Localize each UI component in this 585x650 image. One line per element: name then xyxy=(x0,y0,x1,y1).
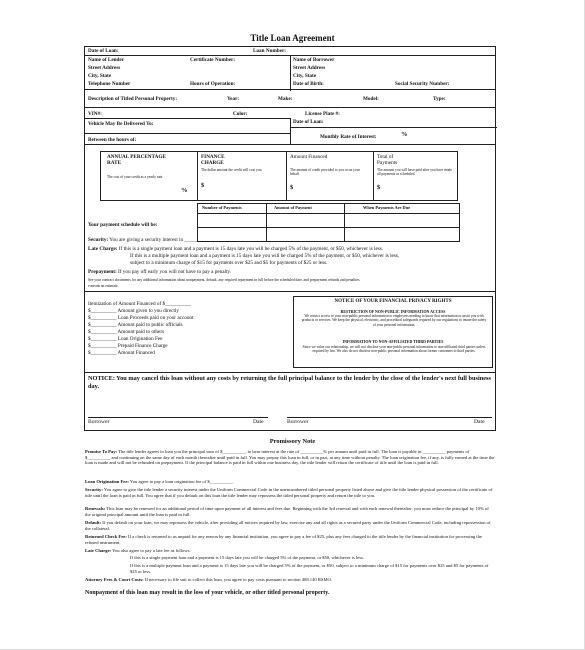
security-paragraph xyxy=(85,487,495,498)
amount-financed-title: Amount Financed xyxy=(290,154,328,160)
row-date-loan xyxy=(85,47,495,56)
promissory-security-text: You agree to give the title lender a security interest under the Uniform Commercial Code in the unencumbered titled personal property listed above and give the title lender physical possession of the certificate of title until the loan is paid in full. You agree that if you default on this loan the title lender may repossess the titled personal property and return the title to you. xyxy=(85,487,493,498)
contract-note: See your contract documents for any additional information about nonpayment, default, any required repayment in full before the scheduled date, and prepayment refunds and penalties. xyxy=(88,278,361,282)
vehicle-type-label[interactable]: Type: xyxy=(433,96,446,102)
late-charge-1: If this is a single payment loan and a payment is 15 days late you will be charged 5% of the payment, or $50, whichever is less. xyxy=(118,246,384,252)
lender-city-label[interactable]: City, State xyxy=(88,73,112,79)
promise-to-pay-paragraph xyxy=(85,449,495,466)
finance-charge-title: FINANCE CHARGE xyxy=(201,154,225,167)
telephone-label[interactable]: Telephone Number xyxy=(88,81,131,87)
date-label-1: Date xyxy=(253,419,264,425)
security-label: Security: xyxy=(88,237,109,243)
total-payments-description: The amount you will have paid after you have made all payments as scheduled. xyxy=(377,168,452,177)
header-bottom-line xyxy=(85,89,495,90)
payment-schedule-table xyxy=(197,203,460,242)
returned-check-text: If a check is returned to us unpaid for any reason by any financial institution, you agree to pay a fee of $25, plus any fees charged to the title lender by the financial institution for processing the refused instrument. xyxy=(85,534,482,545)
promissory-late-label: Late Charge: xyxy=(85,548,112,553)
schedule-row-line xyxy=(198,227,459,228)
promissory-late-a: If this is a single payment loan and a payment is 15 days late you will be charged 5% of the payment, or $50, whichever is less. xyxy=(130,555,365,560)
renewals-paragraph xyxy=(85,506,495,517)
promissory-late-paragraph xyxy=(85,548,495,554)
schedule-col-2 xyxy=(344,204,345,241)
amount-financed-dollar: $ xyxy=(290,184,294,191)
borrower-label-2: Borrower xyxy=(287,419,309,425)
col-number-of-payments: Number of Payments xyxy=(202,205,242,210)
vehicle-description-label[interactable]: Description of Titled Personal Property: xyxy=(88,96,178,102)
payment-schedule-label: Your payment schedule will be: xyxy=(88,222,158,228)
finance-charge-description: The dollar amount the credit will cost you. xyxy=(201,168,263,172)
between-hours-label[interactable]: Between the hours of: xyxy=(88,137,137,143)
itemization-line-2: $__________ Loan Proceeds paid on your account xyxy=(88,315,194,321)
vehicle-make-label[interactable]: Make: xyxy=(278,96,293,102)
returned-check-paragraph xyxy=(85,534,495,545)
date-of-birth-label[interactable]: Date of Birth: xyxy=(293,81,324,87)
itemization-line-3: $__________ Amount paid to public officials xyxy=(88,322,183,328)
borrower-city-label[interactable]: City, State xyxy=(293,73,317,79)
promissory-heading: Promissory Note xyxy=(269,438,316,445)
attorney-fees-paragraph xyxy=(85,577,495,583)
ssn-label[interactable]: Social Security Number: xyxy=(395,81,450,87)
vehicle-bottom-line xyxy=(85,144,495,145)
license-plate-label[interactable]: License Plate #: xyxy=(305,111,340,117)
loan-number-label[interactable]: Loan Number: xyxy=(253,48,286,54)
estimate-note: e means an estimate. xyxy=(88,284,119,288)
prepayment-line xyxy=(88,269,231,276)
tila-divider-3 xyxy=(373,152,374,200)
itemization-line-5: $__________ Loan Origination Fee xyxy=(88,336,163,342)
tila-box xyxy=(100,151,458,201)
itemization-heading: Itemization of Amount Financed of $__________ xyxy=(88,301,192,307)
privacy-sub-1: RESTRICTION OF NON-PUBLIC INFORMATION ACCESS xyxy=(340,310,446,314)
name-of-borrower-label[interactable]: Name of Borrower xyxy=(293,57,335,63)
security-line xyxy=(88,237,236,244)
origination-fee-paragraph xyxy=(85,479,495,485)
col-when-due: When Payments Are Due xyxy=(363,205,411,210)
vehicle-model-label[interactable]: Model: xyxy=(363,96,379,102)
vehicle-line-4 xyxy=(85,133,290,134)
col-amount-of-payment: Amount of Payment xyxy=(274,205,312,210)
hours-operation-label[interactable]: Hours of Operation: xyxy=(190,81,236,87)
prepayment-label: Prepayment: xyxy=(88,269,117,275)
security-text: You are giving a security interest in ____________________ xyxy=(109,237,237,243)
prepayment-text: If you pay off early you will not have to pay a penalty. xyxy=(118,269,231,275)
borrower-label-1: Borrower xyxy=(88,419,110,425)
tila-divider-2 xyxy=(286,152,287,200)
vehicle-divider xyxy=(290,118,291,144)
monthly-rate-percent: % xyxy=(401,131,408,138)
header-divider xyxy=(290,56,291,91)
document-title: Title Loan Agreement xyxy=(250,33,335,43)
notice-top-line xyxy=(85,372,495,373)
itemization-line-7: $__________ Amount Financed xyxy=(88,350,155,356)
origination-fee-text: You agree to pay a loan origination fee of $__________. xyxy=(129,479,234,484)
renewals-label: Renewals: xyxy=(85,506,106,511)
nonpayment-warning: Nonpayment of this loan may result in the loss of your vehicle, or other titled personal property. xyxy=(85,590,330,596)
vehicle-line-3 xyxy=(290,127,497,128)
origination-fee-label: Loan Origination Fee: xyxy=(85,479,129,484)
apr-description: The cost of your credit as a yearly rate. xyxy=(107,175,164,179)
privacy-notice-box xyxy=(293,296,493,368)
apr-title: ANNUAL PERCENTAGE RATE xyxy=(107,154,166,167)
certificate-number-label[interactable]: Certificate Number: xyxy=(190,57,236,63)
late-charge-line xyxy=(88,246,383,253)
privacy-text-2: Since we value our relationship, we will not disclose your non-public personal information to non-affiliated third parties unless required by law. We also do not disclose non-public personal information about former customers to third parties. xyxy=(302,345,486,354)
itemization-line-4: $__________ Amount paid to others xyxy=(88,329,165,335)
promise-to-pay-label: Promise To Pay: xyxy=(85,449,118,454)
late-charge-3: subject to a minimum charge of $15 for payments over $25 and $5 for payments of $25 or less. xyxy=(130,260,328,266)
vin-label[interactable]: VIN#: xyxy=(88,111,102,117)
late-charge-label: Late Charge: xyxy=(88,246,118,252)
cancellation-notice: NOTICE: You may cancel this loan without any costs by returning the full principal balance to the lender by the close of the lender's next full business day. xyxy=(88,375,491,391)
apr-percent: % xyxy=(181,187,188,194)
privacy-sub-2: INFORMATION TO NON-AFFILIATED THIRD PARTIES xyxy=(342,340,444,344)
terms-bottom-line xyxy=(85,291,495,292)
default-label: Default: xyxy=(85,520,102,525)
vehicle-year-label[interactable]: Year: xyxy=(227,96,240,102)
monthly-rate-label[interactable]: Monthly Rate of Interest: xyxy=(320,134,377,140)
promise-to-pay-text: The title lender agrees to loan you the principal sum of $__________, to bear interest at the rate of __________% per annum until paid in full. The loan is payable in __________ payments of $__________ and continuing on the same day of each month thereafter until paid in full. You may prepay this loan in full, or in part, at any time without penalty. The loan origination fee, if any, is fully earned at the time the loan is made and will not be refunded on prepayment. If the principal balance is paid in full within one business day, the title lender will return the certificate of title until the loan is paid in full. xyxy=(85,449,495,466)
color-label[interactable]: Color: xyxy=(233,111,248,117)
privacy-text-1: We restrict access to your non-public personal information to employees needing to know that information to assist you with products or services. We keep the physical, electronic, and procedural safeguards required by our regulations to insure the safety of your personal information. xyxy=(301,314,487,327)
late-charge-2: If this is a multiple payment loan and a payment is 15 days late you will be charged 5% of the payment, or $50, whichever is less, xyxy=(130,253,400,259)
default-text: If you default on your loan, we may repossess the vehicle, after providing all notices required by law, exercise any and all rights as a secured party under the Uniform Commercial Code, including repossession of the collateral. xyxy=(85,520,491,531)
borrower-signature-line-2[interactable] xyxy=(287,417,492,418)
finance-charge-dollar: $ xyxy=(201,182,205,189)
date-of-loan-label[interactable]: Date of Loan: xyxy=(88,48,119,54)
amount-financed-description: The amount of credit provided to you or on your behalf. xyxy=(290,168,360,177)
itemization-line-6: $__________ Prepaid Finance Charge xyxy=(88,343,168,349)
attorney-fees-label: Attorney Fees & Court Costs: xyxy=(85,577,144,582)
date-label-2: Date xyxy=(474,419,485,425)
borrower-street-label[interactable]: Street Address xyxy=(293,65,326,71)
total-payments-dollar: $ xyxy=(377,184,381,191)
tila-divider-1 xyxy=(197,152,198,200)
schedule-col-1 xyxy=(266,204,267,241)
returned-check-label: Returned Check Fee: xyxy=(85,534,127,539)
itemization-line-1: $__________ Amount given to you directly xyxy=(88,308,179,314)
default-paragraph xyxy=(85,520,495,531)
renewals-text: This loan may be renewed for an additional period of time upon payment of all interest and fees due. Beginning with the 3rd renewal and with each renewal thereafter, you must reduce the principal by 10% of the original principal amount until the loan is paid in full. xyxy=(85,506,489,517)
name-of-lender-label[interactable]: Name of Lender xyxy=(88,57,125,63)
privacy-heading: NOTICE OF YOUR FINANCIAL PRIVACY RIGHTS xyxy=(334,299,452,304)
vehicle-line-2 xyxy=(85,118,290,119)
total-payments-title: Total of Payments xyxy=(377,154,398,167)
borrower-signature-line-1[interactable] xyxy=(88,417,268,418)
vehicle-date-of-loan-label[interactable]: Date of Loan: xyxy=(293,119,324,125)
lender-street-label[interactable]: Street Address xyxy=(88,65,121,71)
schedule-header-line xyxy=(198,213,459,214)
attorney-fees-text: If necessary to file suit to collect this loan, you agree to pay costs pursuant to section 408.140 RSMO. xyxy=(144,577,333,582)
agreement-frame xyxy=(84,46,496,431)
vehicle-line-1 xyxy=(85,107,495,108)
promissory-late-b: If this is a multiple payment loan and a payment is 15 days late you will be charged 5% of the payment, or $50, subject to a minimum charge of $15 for payments over $25 and $5 for payments of $25 or less. xyxy=(130,563,489,574)
promissory-late-text: You also agree to pay a late fee as follows: xyxy=(112,548,191,553)
promissory-security-label: Security: xyxy=(85,487,103,492)
delivered-to-label[interactable]: Vehicle May Be Delivered To: xyxy=(88,121,154,127)
